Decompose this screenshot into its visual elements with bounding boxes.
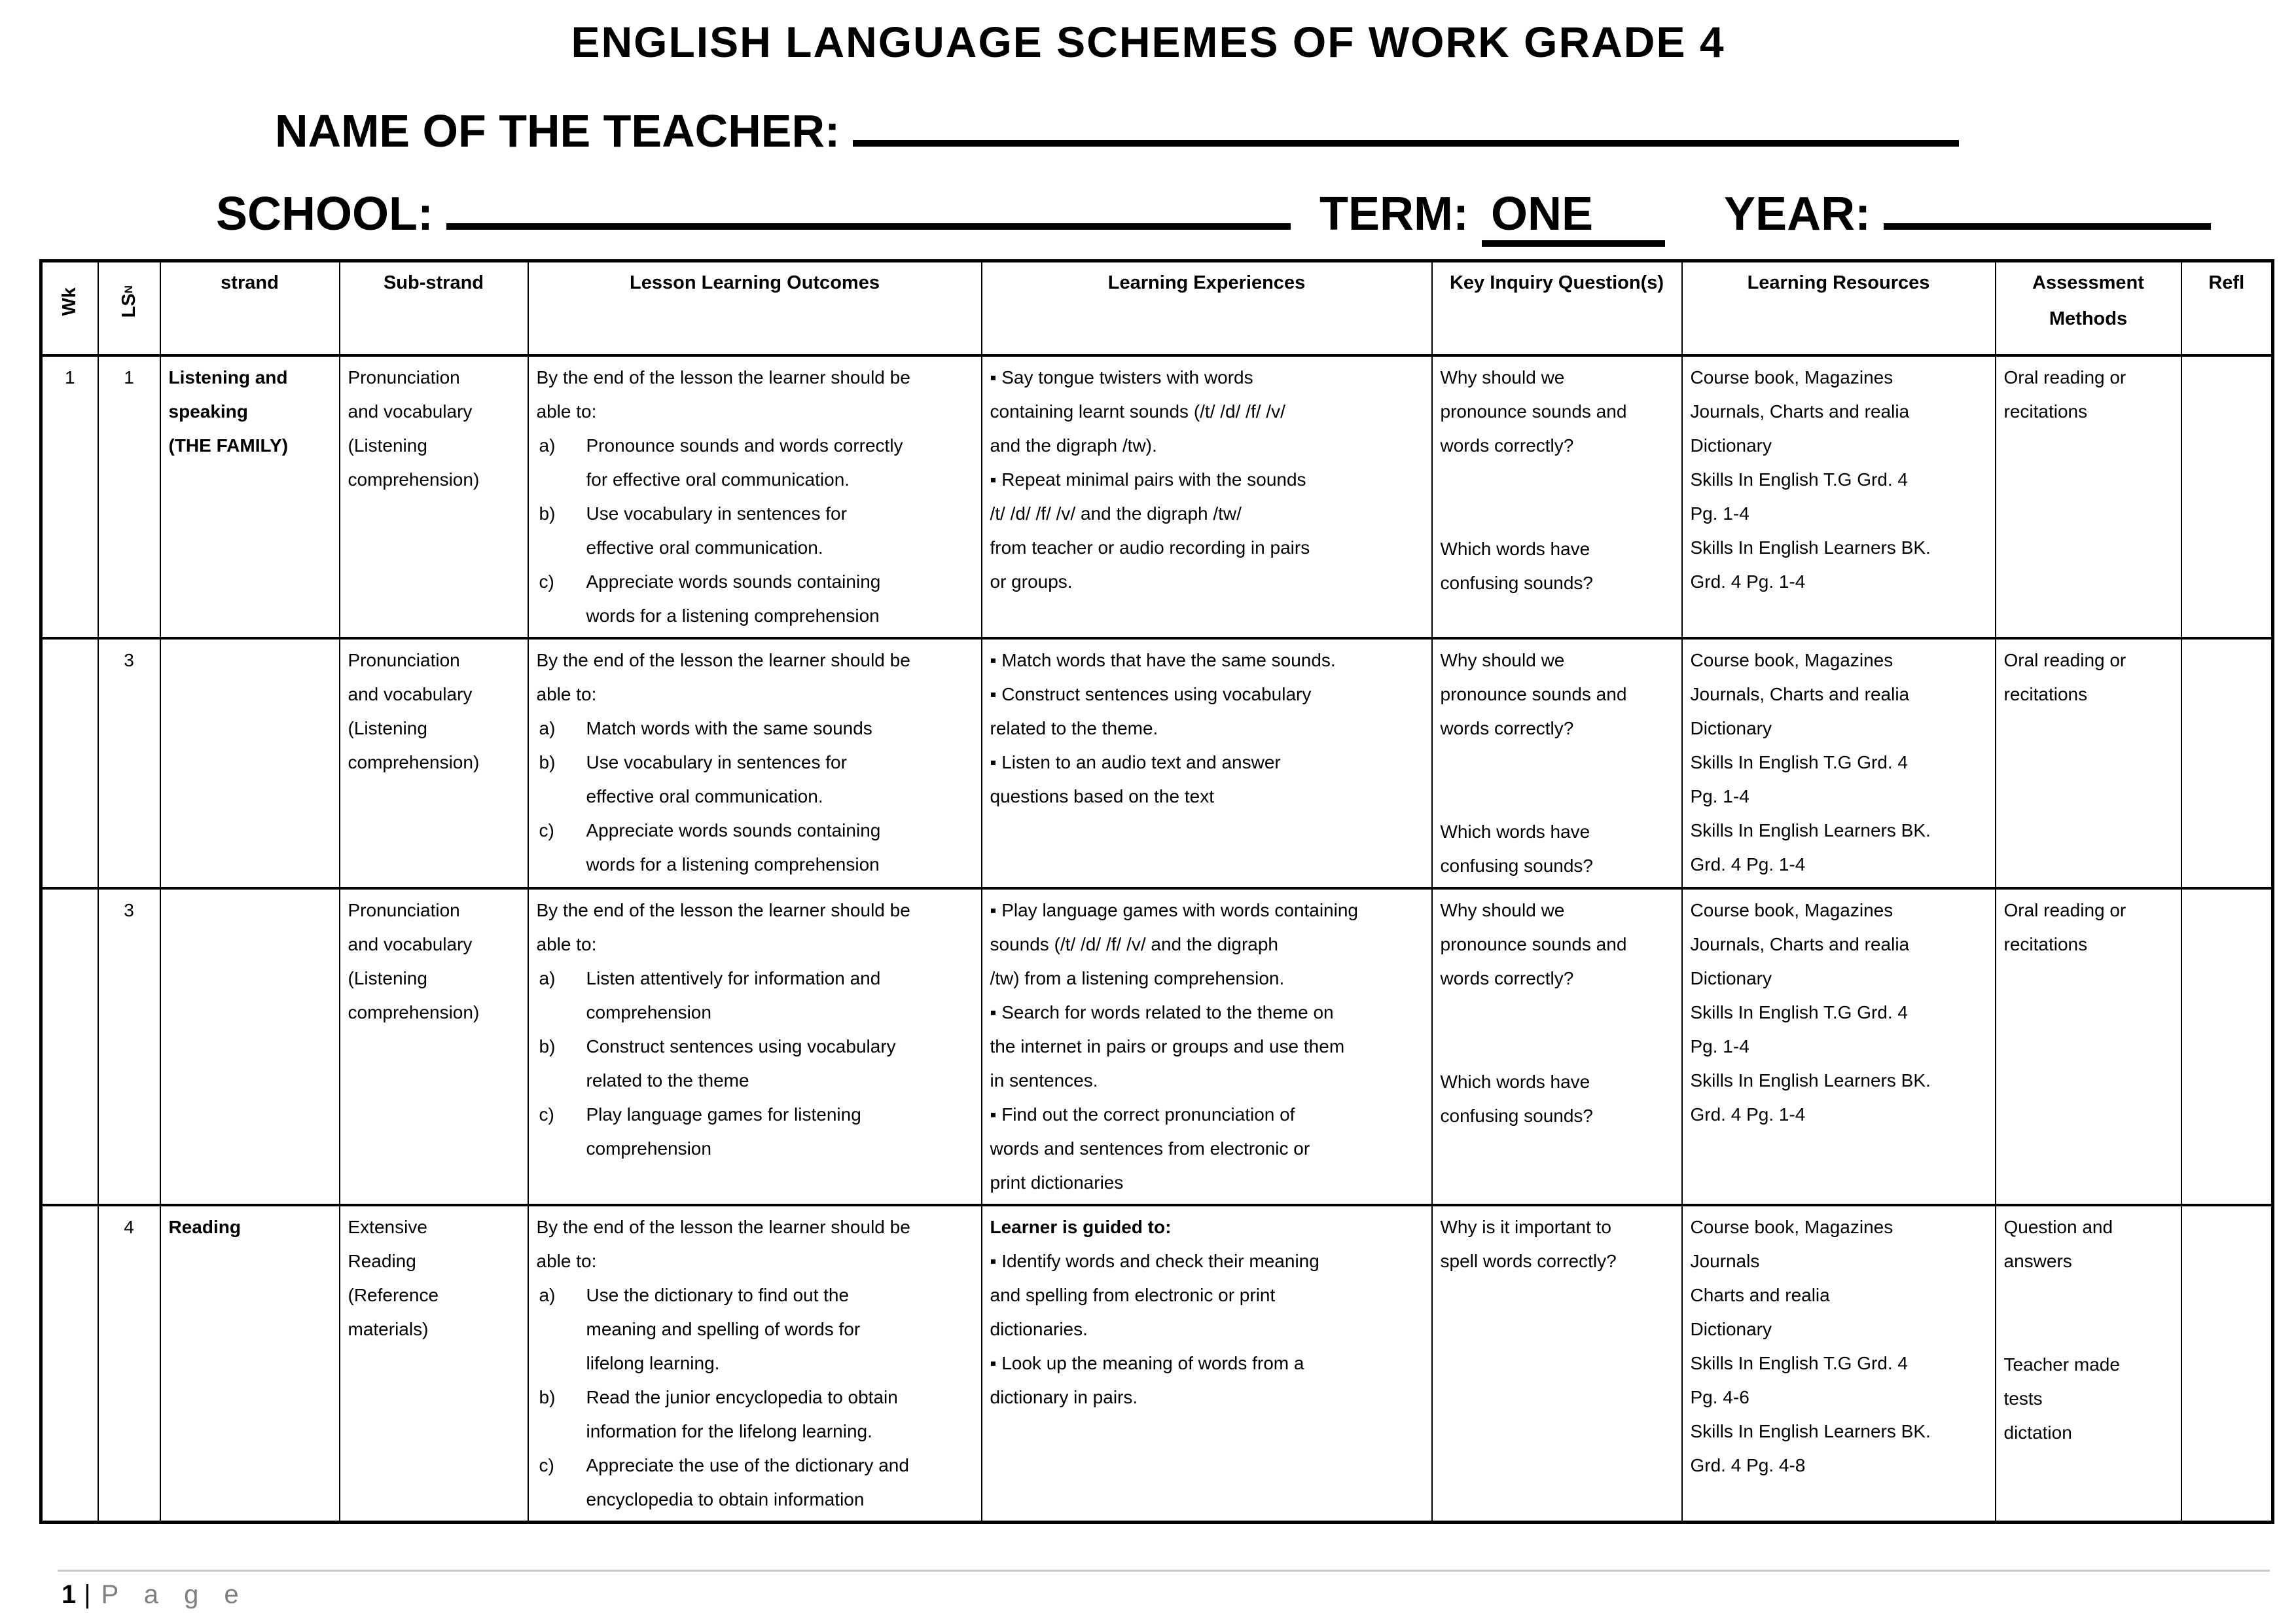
resource-line: Skills In English Learners BK. [1690, 1421, 1931, 1441]
term-label: TERM: [1319, 188, 1469, 240]
outcome-item-marker: b) [539, 503, 556, 524]
teacher-name-blank-field [853, 107, 1959, 147]
experience-line: ▪ Match words that have the same sounds. [990, 650, 1336, 670]
assessment-cell [1996, 355, 2181, 638]
strand-cell [160, 888, 340, 1205]
outcome-item [537, 1098, 973, 1166]
teacher-name-line [275, 105, 2296, 157]
header-substrand: Sub-strand [340, 261, 528, 356]
substrand-line: comprehension) [348, 752, 480, 772]
assessment-cell [1996, 888, 2181, 1205]
schemes-of-work-table [39, 259, 2274, 1524]
resource-line: Grd. 4 Pg. 1-4 [1690, 1104, 1806, 1125]
assessment-paragraph: Oral reading or recitations [2003, 367, 2126, 422]
outcome-item-marker: c) [539, 820, 554, 840]
experience-line: from teacher or audio recording in pairs [990, 537, 1310, 558]
outcome-item-marker: a) [539, 435, 556, 456]
resource-line: Skills In English Learners BK. [1690, 537, 1931, 558]
year-label: YEAR: [1724, 188, 1871, 240]
table-row [41, 355, 2273, 638]
substrand-line: (Listening [348, 968, 427, 988]
outcome-item-marker: b) [539, 1387, 556, 1407]
page-footer [62, 1580, 248, 1610]
outcomes-intro-line: By the end of the lesson the learner should be [536, 650, 910, 670]
inquiry-paragraph: Which words have confusing sounds? [1440, 1072, 1594, 1126]
schemes-table-body [41, 355, 2273, 1523]
experience-line: ▪ Play language games with words containing [990, 900, 1358, 920]
outcome-item-text: Use vocabulary in sentences for effective oral communication. [586, 503, 847, 558]
strand-cell [160, 1205, 340, 1523]
strand-cell [160, 638, 340, 888]
resource-line: Skills In English T.G Grd. 4 [1690, 1353, 1908, 1373]
resource-line: Course book, Magazines [1690, 1217, 1893, 1237]
assessment-cell [1996, 1205, 2181, 1523]
resource-line: Pg. 1-4 [1690, 1036, 1749, 1056]
outcomes-cell [528, 355, 982, 638]
outcome-item-text: Match words with the same sounds [586, 718, 872, 738]
outcomes-intro-line: able to: [536, 401, 597, 422]
header-outcomes: Lesson Learning Outcomes [528, 261, 982, 356]
resource-line: Course book, Magazines [1690, 900, 1893, 920]
resources-cell [1682, 355, 1996, 638]
resource-line: Journals, Charts and realia [1690, 934, 1910, 954]
outcomes-cell [528, 638, 982, 888]
outcome-item-text: Use the dictionary to find out the meaning and spelling of words for lifelong learning. [586, 1285, 861, 1373]
resources-cell [1682, 638, 1996, 888]
outcome-item-text: Use vocabulary in sentences for effective oral communication. [586, 752, 847, 806]
experiences-cell [982, 638, 1432, 888]
experience-line: dictionary in pairs. [990, 1387, 1138, 1407]
experience-line: ▪ Identify words and check their meaning [990, 1251, 1319, 1271]
experiences-intro-line: Learner is guided to: [990, 1217, 1172, 1237]
substrand-line: Reading [348, 1251, 416, 1271]
lesson-cell: 3 [98, 638, 160, 888]
header-experiences: Learning Experiences [982, 261, 1432, 356]
refl-cell [2181, 1205, 2273, 1523]
experience-line: /tw) from a listening comprehension. [990, 968, 1285, 988]
teacher-name-label: NAME OF THE TEACHER: [275, 105, 840, 156]
resource-line: Journals, Charts and realia [1690, 401, 1910, 422]
experience-line: print dictionaries [990, 1172, 1124, 1193]
week-cell: 1 [41, 355, 98, 638]
substrand-line: comprehension) [348, 1002, 480, 1022]
inquiry-paragraph: Why should we pronounce sounds and words correctly? [1440, 650, 1627, 738]
substrand-line: (Listening [348, 435, 427, 456]
outcome-item [537, 565, 973, 633]
resource-line: Skills In English T.G Grd. 4 [1690, 752, 1908, 772]
footer-separator: | [84, 1580, 91, 1609]
resource-line: Pg. 1-4 [1690, 786, 1749, 806]
substrand-cell [340, 888, 528, 1205]
outcome-item [537, 497, 973, 565]
substrand-line: Pronunciation [348, 900, 460, 920]
table-row [41, 1205, 2273, 1523]
outcome-item [537, 814, 973, 882]
substrand-line: and vocabulary [348, 401, 473, 422]
substrand-line: Extensive [348, 1217, 427, 1237]
substrand-line: Pronunciation [348, 367, 460, 388]
outcome-item-marker: b) [539, 752, 556, 772]
experience-line: containing learnt sounds (/t/ /d/ /f/ /v/ [990, 401, 1285, 422]
outcome-item [537, 429, 973, 497]
footer-page-number: 1 [62, 1580, 77, 1609]
outcome-item [537, 1380, 973, 1449]
experience-line: the internet in pairs or groups and use them [990, 1036, 1345, 1056]
school-label: SCHOOL: [216, 188, 433, 240]
outcome-item-text: Construct sentences using vocabulary related to the theme [586, 1036, 896, 1091]
substrand-cell [340, 355, 528, 638]
outcomes-cell [528, 1205, 982, 1523]
experience-line: related to the theme. [990, 718, 1158, 738]
substrand-line: materials) [348, 1319, 429, 1339]
experience-line: or groups. [990, 571, 1073, 592]
resource-line: Grd. 4 Pg. 1-4 [1690, 571, 1806, 592]
experience-line: ▪ Say tongue twisters with words [990, 367, 1253, 388]
header-inquiry: Key Inquiry Question(s) [1432, 261, 1682, 356]
experience-line: ▪ Search for words related to the theme on [990, 1002, 1334, 1022]
experiences-cell [982, 355, 1432, 638]
outcome-item [537, 962, 973, 1030]
year-blank-field [1884, 189, 2211, 230]
resource-line: Dictionary [1690, 435, 1772, 456]
strand-line: (THE FAMILY) [168, 435, 289, 456]
lesson-cell: 1 [98, 355, 160, 638]
refl-cell [2181, 355, 2273, 638]
substrand-line: and vocabulary [348, 684, 473, 704]
school-term-year-line [216, 187, 2296, 241]
outcome-item [537, 746, 973, 814]
header-strand: strand [160, 261, 340, 356]
resource-line: Journals, Charts and realia [1690, 684, 1910, 704]
resource-line: Journals [1690, 1251, 1760, 1271]
term-value: ONE [1482, 188, 1665, 247]
outcome-item-text: Listen attentively for information and comprehension [586, 968, 881, 1022]
lesson-rotated-label: LSN [118, 285, 139, 318]
outcome-item-marker: c) [539, 1455, 554, 1475]
outcome-item [537, 1030, 973, 1098]
outcomes-intro-line: able to: [536, 934, 597, 954]
school-blank-field [446, 189, 1291, 230]
week-cell [41, 888, 98, 1205]
header-lesson [98, 261, 160, 356]
outcomes-intro-line: By the end of the lesson the learner should be [536, 900, 910, 920]
resource-line: Dictionary [1690, 1319, 1772, 1339]
resource-line: Skills In English Learners BK. [1690, 820, 1931, 840]
week-rotated-label: Wk [59, 287, 81, 316]
inquiry-paragraph: Which words have confusing sounds? [1440, 821, 1594, 876]
experience-line: ▪ Look up the meaning of words from a [990, 1353, 1304, 1373]
experience-line: and the digraph /tw). [990, 435, 1157, 456]
inquiry-paragraph: Why is it important to spell words correctly? [1440, 1217, 1617, 1271]
experiences-cell [982, 1205, 1432, 1523]
inquiry-cell [1432, 638, 1682, 888]
experience-line: /t/ /d/ /f/ /v/ and the digraph /tw/ [990, 503, 1242, 524]
footer-page-word: P a g e [101, 1580, 248, 1609]
table-header [41, 261, 2273, 356]
outcome-item-text: Pronounce sounds and words correctly for effective oral communication. [586, 435, 903, 490]
header-resources: Learning Resources [1682, 261, 1996, 356]
outcomes-intro-line: By the end of the lesson the learner should be [536, 1217, 910, 1237]
outcome-item-text: Read the junior encyclopedia to obtain information for the lifelong learning. [586, 1387, 898, 1441]
resource-line: Dictionary [1690, 718, 1772, 738]
outcome-item-marker: c) [539, 571, 554, 592]
outcome-item [537, 712, 973, 746]
assessment-paragraph: Oral reading or recitations [2003, 650, 2126, 704]
outcome-item-text: Play language games for listening comprehension [586, 1104, 861, 1159]
resource-line: Course book, Magazines [1690, 650, 1893, 670]
outcome-item [537, 1278, 973, 1380]
lesson-cell: 3 [98, 888, 160, 1205]
lesson-cell: 4 [98, 1205, 160, 1523]
table-row [41, 638, 2273, 888]
assessment-cell [1996, 638, 2181, 888]
experience-line: ▪ Construct sentences using vocabulary [990, 684, 1312, 704]
resource-line: Skills In English T.G Grd. 4 [1690, 1002, 1908, 1022]
refl-cell [2181, 638, 2273, 888]
outcome-item-marker: a) [539, 968, 556, 988]
table-row [41, 888, 2273, 1205]
substrand-line: (Reference [348, 1285, 439, 1305]
experience-line: in sentences. [990, 1070, 1098, 1091]
strand-line: Reading [168, 1217, 241, 1237]
experience-line: ▪ Listen to an audio text and answer [990, 752, 1281, 772]
outcome-item-marker: a) [539, 718, 556, 738]
experiences-cell [982, 888, 1432, 1205]
inquiry-cell [1432, 888, 1682, 1205]
resources-cell [1682, 1205, 1996, 1523]
resource-line: Grd. 4 Pg. 1-4 [1690, 854, 1806, 875]
resource-line: Pg. 1-4 [1690, 503, 1749, 524]
strand-cell [160, 355, 340, 638]
header-week [41, 261, 98, 356]
inquiry-paragraph: Which words have confusing sounds? [1440, 539, 1594, 593]
resource-line: Course book, Magazines [1690, 367, 1893, 388]
assessment-paragraph: Question and answers [2003, 1217, 2113, 1271]
refl-cell [2181, 888, 2273, 1205]
substrand-line: and vocabulary [348, 934, 473, 954]
resource-line: Pg. 4-6 [1690, 1387, 1749, 1407]
resource-line: Skills In English Learners BK. [1690, 1070, 1931, 1091]
outcomes-cell [528, 888, 982, 1205]
outcome-item-marker: a) [539, 1285, 556, 1305]
strand-line: speaking [168, 401, 248, 422]
resource-line: Skills In English T.G Grd. 4 [1690, 469, 1908, 490]
outcome-item-text: Appreciate the use of the dictionary and encyclopedia to obtain information [586, 1455, 909, 1509]
resource-line: Grd. 4 Pg. 4-8 [1690, 1455, 1806, 1475]
outcomes-intro-line: able to: [536, 684, 597, 704]
experience-line: questions based on the text [990, 786, 1214, 806]
outcome-item-marker: c) [539, 1104, 554, 1125]
table-header-row [41, 261, 2273, 356]
strand-line: Listening and [168, 367, 288, 388]
substrand-cell [340, 1205, 528, 1523]
substrand-line: Pronunciation [348, 650, 460, 670]
experience-line: and spelling from electronic or print [990, 1285, 1276, 1305]
page-title: ENGLISH LANGUAGE SCHEMES OF WORK GRADE 4 [571, 18, 1725, 66]
assessment-paragraph: Teacher made tests dictation [2003, 1354, 2120, 1443]
experience-line: ▪ Repeat minimal pairs with the sounds [990, 469, 1306, 490]
experience-line: words and sentences from electronic or [990, 1138, 1310, 1159]
outcomes-intro-line: able to: [536, 1251, 597, 1271]
outcome-item [537, 1449, 973, 1517]
resource-line: Charts and realia [1690, 1285, 1830, 1305]
week-cell [41, 638, 98, 888]
experience-line: ▪ Find out the correct pronunciation of [990, 1104, 1295, 1125]
substrand-line: (Listening [348, 718, 427, 738]
outcome-item-text: Appreciate words sounds containing words for a listening comprehension [586, 571, 881, 626]
outcome-item-marker: b) [539, 1036, 556, 1056]
header-assessment: Assessment Methods [1996, 261, 2181, 356]
week-cell [41, 1205, 98, 1523]
inquiry-cell [1432, 1205, 1682, 1523]
experience-line: dictionaries. [990, 1319, 1088, 1339]
substrand-cell [340, 638, 528, 888]
outcome-item-text: Appreciate words sounds containing words for a listening comprehension [586, 820, 881, 875]
inquiry-paragraph: Why should we pronounce sounds and words correctly? [1440, 900, 1627, 988]
inquiry-cell [1432, 355, 1682, 638]
outcomes-intro-line: By the end of the lesson the learner should be [536, 367, 910, 388]
substrand-line: comprehension) [348, 469, 480, 490]
resources-cell [1682, 888, 1996, 1205]
experience-line: sounds (/t/ /d/ /f/ /v/ and the digraph [990, 934, 1278, 954]
header-refl: Refl [2181, 261, 2273, 356]
resource-line: Dictionary [1690, 968, 1772, 988]
footer-divider-rule [58, 1570, 2270, 1572]
inquiry-paragraph: Why should we pronounce sounds and words correctly? [1440, 367, 1627, 456]
assessment-paragraph: Oral reading or recitations [2003, 900, 2126, 954]
